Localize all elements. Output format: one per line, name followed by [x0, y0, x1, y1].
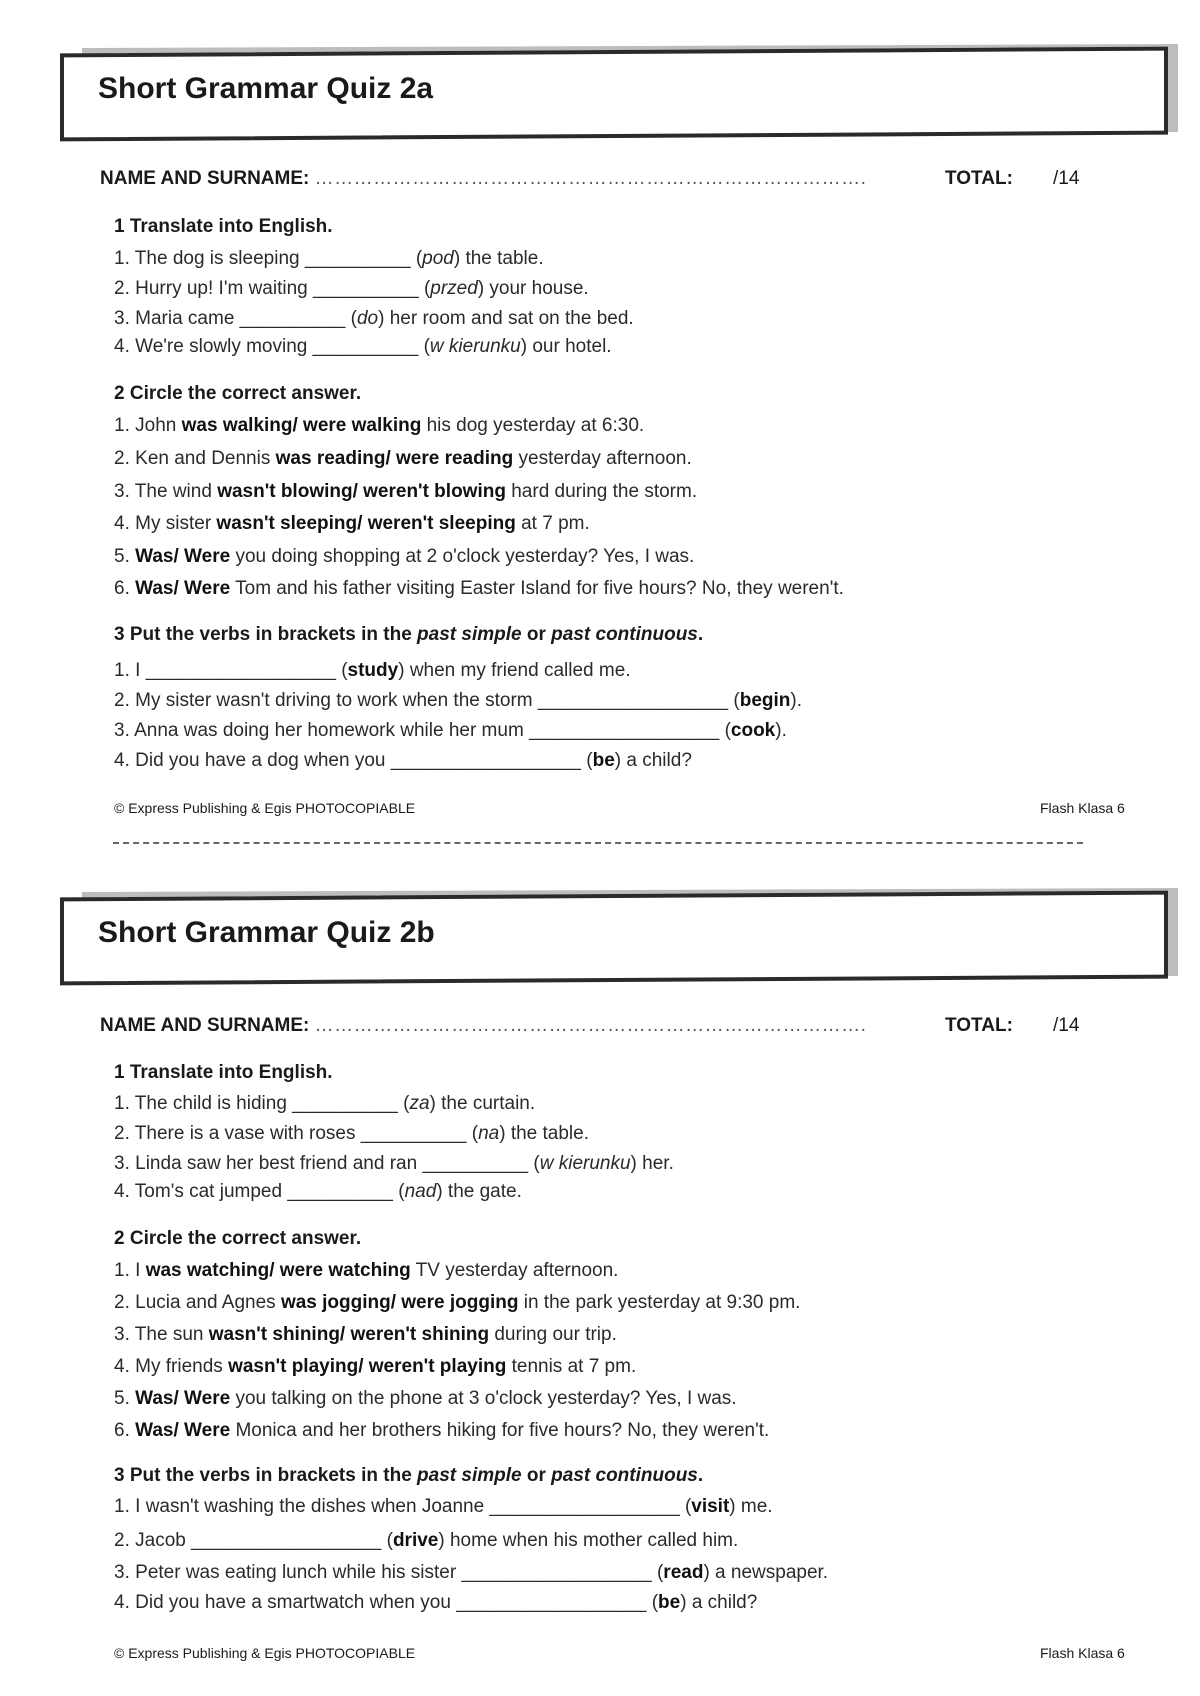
answer-blank[interactable]: __________	[360, 1123, 467, 1144]
translate-item: 3. Linda saw her best friend and ran __________ (w kierunku) her.	[114, 1153, 674, 1174]
answer-options[interactable]: was walking/ were walking	[181, 415, 422, 436]
circle-item: 3. The wind wasn't blowing/ weren't blowing hard during the storm.	[114, 481, 698, 502]
section-1-title: 1 Translate into English.	[114, 216, 333, 237]
circle-item: 6. Was/ Were Monica and her brothers hiking for five hours? No, they weren't.	[114, 1420, 770, 1441]
answer-options[interactable]: wasn't sleeping/ weren't sleeping	[216, 513, 516, 534]
circle-item: 5. Was/ Were you talking on the phone at 3 o'clock yesterday? Yes, I was.	[114, 1388, 737, 1409]
answer-options[interactable]: was watching/ were watching	[145, 1260, 411, 1281]
answer-blank[interactable]: __________________	[390, 750, 581, 771]
total-label: TOTAL:	[945, 1015, 1013, 1036]
name-and-surname-field[interactable]	[100, 1015, 866, 1037]
total-value: /14	[1053, 1015, 1080, 1036]
answer-blank[interactable]: __________________	[461, 1562, 652, 1583]
answer-options[interactable]: wasn't shining/ weren't shining	[208, 1324, 490, 1345]
total-label: TOTAL:	[945, 168, 1013, 189]
quiz-title: Short Grammar Quiz 2a	[98, 72, 434, 105]
section-2-title: 2 Circle the correct answer.	[114, 383, 362, 404]
verb-item: 2. Jacob __________________ (drive) home when his mother called him.	[114, 1530, 739, 1551]
circle-item: 2. Lucia and Agnes was jogging/ were jogging in the park yesterday at 9:30 pm.	[114, 1292, 801, 1313]
circle-item: 4. My friends wasn't playing/ weren't playing tennis at 7 pm.	[114, 1356, 637, 1377]
section-3-title: 3 Put the verbs in brackets in the past simple or past continuous.	[114, 624, 704, 645]
quiz-2b-title-banner	[60, 884, 1180, 984]
answer-blank[interactable]: __________________	[191, 1530, 382, 1551]
verb-item: 4. Did you have a smartwatch when you __________________ (be) a child?	[114, 1592, 758, 1613]
verb-item: 4. Did you have a dog when you __________________ (be) a child?	[114, 750, 692, 771]
circle-item: 1. John was walking/ were walking his dog yesterday at 6:30.	[114, 415, 645, 436]
verb-item: 3. Anna was doing her homework while her mum __________________ (cook).	[114, 720, 787, 741]
name-label: NAME AND SURNAME:	[100, 168, 310, 189]
verb-item: 3. Peter was eating lunch while his sister __________________ (read) a newspaper.	[114, 1562, 829, 1583]
translate-item: 4. Tom's cat jumped __________ (nad) the gate.	[114, 1181, 522, 1202]
circle-item: 4. My sister wasn't sleeping/ weren't sleeping at 7 pm.	[114, 513, 590, 534]
translate-item: 3. Maria came __________ (do) her room and sat on the bed.	[114, 308, 634, 329]
quiz-title: Short Grammar Quiz 2b	[98, 916, 435, 949]
answer-options[interactable]: Was/ Were	[135, 1388, 231, 1409]
translate-item: 1. The child is hiding __________ (za) the curtain.	[114, 1093, 536, 1114]
answer-options[interactable]: wasn't playing/ weren't playing	[228, 1356, 507, 1377]
answer-blank[interactable]: __________________	[489, 1496, 680, 1517]
answer-options[interactable]: was jogging/ were jogging	[280, 1292, 519, 1313]
answer-options[interactable]: Was/ Were	[135, 1420, 231, 1441]
verb-item: 1. I __________________ (study) when my friend called me.	[114, 660, 631, 681]
answer-blank[interactable]: __________________	[537, 690, 729, 711]
translate-item: 1. The dog is sleeping __________ (pod) the table.	[114, 248, 544, 269]
section-3-title: 3 Put the verbs in brackets in the past simple or past continuous.	[114, 1465, 704, 1486]
section-1-title: 1 Translate into English.	[114, 1062, 333, 1083]
circle-item: 2. Ken and Dennis was reading/ were reading yesterday afternoon.	[114, 448, 692, 469]
series-footer: Flash Klasa 6	[1040, 1645, 1125, 1661]
answer-blank[interactable]: __________________	[145, 660, 336, 681]
answer-blank[interactable]: __________	[304, 248, 411, 269]
circle-item: 6. Was/ Were Tom and his father visiting Easter Island for five hours? No, they weren't.	[114, 578, 844, 599]
copyright-footer: © Express Publishing & Egis PHOTOCOPIABLE	[114, 800, 416, 816]
answer-options[interactable]: was reading/ were reading	[275, 448, 514, 469]
verb-item: 1. I wasn't washing the dishes when Joanne __________________ (visit) me.	[114, 1496, 773, 1517]
translate-item: 2. Hurry up! I'm waiting __________ (przed) your house.	[114, 278, 589, 299]
total-value: /14	[1053, 168, 1080, 189]
circle-item: 1. I was watching/ were watching TV yesterday afternoon.	[114, 1260, 619, 1281]
answer-blank[interactable]: __________________	[529, 720, 720, 741]
answer-blank[interactable]: __________	[287, 1181, 393, 1202]
translate-item: 4. We're slowly moving __________ (w kierunku) our hotel.	[114, 336, 612, 357]
name-dots: ………………………………………………………………………….	[314, 168, 867, 189]
copyright-footer: © Express Publishing & Egis PHOTOCOPIABLE	[114, 1645, 416, 1661]
verb-item: 2. My sister wasn't driving to work when the storm __________________ (begin).	[114, 690, 803, 711]
answer-blank[interactable]: __________	[422, 1153, 529, 1174]
answer-options[interactable]: wasn't blowing/ weren't blowing	[217, 481, 506, 502]
name-dots: ………………………………………………………………………….	[314, 1015, 867, 1036]
cut-line-divider	[113, 842, 1083, 844]
circle-item: 5. Was/ Were you doing shopping at 2 o'clock yesterday? Yes, I was.	[114, 546, 695, 567]
answer-blank[interactable]: __________	[313, 278, 419, 299]
name-and-surname-field[interactable]	[100, 168, 866, 190]
series-footer: Flash Klasa 6	[1040, 800, 1125, 816]
section-2-title: 2 Circle the correct answer.	[114, 1228, 362, 1249]
circle-item: 3. The sun wasn't shining/ weren't shining during our trip.	[114, 1324, 617, 1345]
answer-blank[interactable]: __________	[239, 308, 346, 329]
answer-options[interactable]: Was/ Were	[135, 546, 231, 567]
answer-blank[interactable]: __________	[312, 336, 419, 357]
translate-item: 2. There is a vase with roses __________ (na) the table.	[114, 1123, 589, 1144]
answer-options[interactable]: Was/ Were	[135, 578, 231, 599]
quiz-2a-title-banner	[60, 40, 1180, 140]
name-label: NAME AND SURNAME:	[100, 1015, 310, 1036]
answer-blank[interactable]: __________________	[456, 1592, 647, 1613]
answer-blank[interactable]: __________	[292, 1093, 398, 1114]
